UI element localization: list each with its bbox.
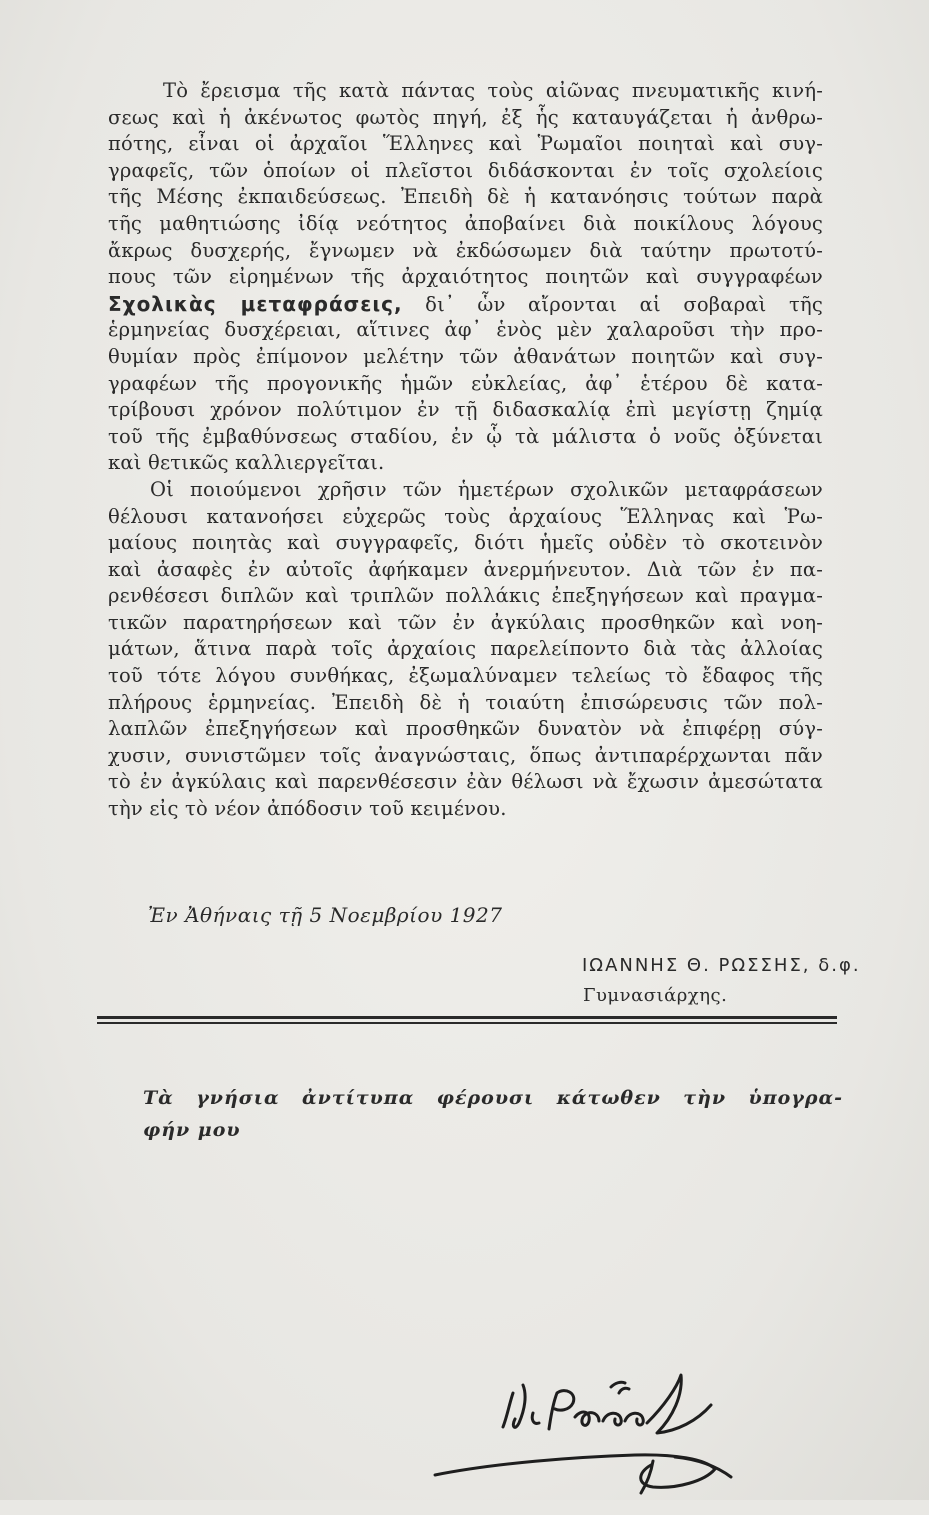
text-line: θυμίαν πρὸς ἐπίμονον μελέτην τῶν ἀθανάτων ποιητῶν καὶ συγ- xyxy=(108,344,823,368)
text-line: τὸ ἐν ἀγκύλαις καὶ παρενθέσεσιν ἐὰν θέλωσι νὰ ἔχωσιν ἀμεσώτατα xyxy=(108,770,823,794)
divider-thick xyxy=(97,1016,837,1019)
note-line: Τὰ γνήσια ἀντίτυπα φέρουσι κάτωθεν τὴν ὑπογρα- xyxy=(143,1087,843,1109)
text-line: τὴν εἰς τὸ νέον ἀπόδοσιν τοῦ κειμένου. xyxy=(108,797,507,821)
preface-body xyxy=(108,78,823,823)
text-line: ρενθέσεσι διπλῶν καὶ τριπλῶν πολλάκις ἐπεξηγήσεων καὶ πραγμα- xyxy=(108,584,823,608)
text-line: τοῦ τῆς ἐμβαθύνσεως σταδίου, ἐν ᾧ τὰ μάλιστα ὁ νοῦς ὀξύνεται xyxy=(108,424,823,448)
text-line-with-bold xyxy=(108,291,823,318)
text-line: Τὸ ἔρεισμα τῆς κατὰ πάντας τοὺς αἰῶνας πνευματικῆς κινή- xyxy=(163,79,823,102)
author-title: Γυμνασιάρχης. xyxy=(583,985,728,1006)
date-line: Ἐν Ἀθήναις τῇ 5 Νοεμβρίου 1927 xyxy=(148,903,503,927)
authenticity-note xyxy=(143,1082,843,1146)
text-line: μαίους ποιητὰς καὶ συγγραφεῖς, διότι ἡμεῖς οὐδὲν τὸ σκοτεινὸν xyxy=(108,531,823,555)
text-line: ἄκρως δυσχερής, ἔγνωμεν νὰ ἐκδώσωμεν διὰ ταύτην πρωτοτύ- xyxy=(108,238,823,262)
text-line: τῆς μαθητιώσης ἰδίᾳ νεότητος ἀποβαίνει διὰ ποικίλους λόγους xyxy=(108,211,823,235)
text-line: γραφεῖς, τῶν ὁποίων οἱ πλεῖστοι διδάσκονται ἐν τοῖς σχολείοις xyxy=(108,158,823,182)
text-line: λαπλῶν ἐπεξηγήσεων καὶ προσθηκῶν δυνατὸν νὰ ἐπιφέρῃ σύγ- xyxy=(108,717,823,741)
text-line: καὶ ἀσαφὲς ἐν αὐτοῖς ἀφήκαμεν ἀνερμήνευτον. Διὰ τῶν ἐν πα- xyxy=(108,557,823,581)
text-line: καὶ θετικῶς καλλιεργεῖται. xyxy=(108,451,385,475)
bold-title-phrase: Σχολικὰς μεταφράσεις, xyxy=(108,291,403,316)
handwritten-signature xyxy=(415,1365,815,1515)
text-line: πους τῶν εἰρημένων τῆς ἀρχαιότητος ποιητῶν καὶ συγγραφέων xyxy=(108,265,823,289)
text-line: τικῶν παρατηρήσεων καὶ τῶν ἐν ἀγκύλαις προσθηκῶν καὶ νοη- xyxy=(108,610,823,634)
text-line: μάτων, ἅτινα παρὰ τοῖς ἀρχαίοις παρελείποντο διὰ τὰς ἀλλοίας xyxy=(108,637,823,661)
divider-thin xyxy=(97,1022,837,1024)
note-line: φήν μου xyxy=(143,1119,241,1141)
text-line: πότης, εἶναι οἱ ἀρχαῖοι Ἕλληνες καὶ Ῥωμαῖοι ποιηταὶ καὶ συγ- xyxy=(108,132,823,156)
text-line: πλήρους ἑρμηνείας. Ἐπειδὴ δὲ ἡ τοιαύτη ἐπισώρευσις τῶν πολ- xyxy=(108,690,823,714)
text-line: Οἱ ποιούμενοι χρῆσιν τῶν ἡμετέρων σχολικῶν μεταφράσεων xyxy=(150,477,823,501)
text-line: τοῦ τότε λόγου συνθήκας, ἐξωμαλύναμεν τελείως τὸ ἔδαφος τῆς xyxy=(108,664,823,688)
author-name: ΙΩΑΝΝΗΣ Θ. ΡΩΣΣΗΣ, δ.φ. xyxy=(582,955,861,976)
text-line: τῆς Μέσης ἐκπαιδεύσεως. Ἐπειδὴ δὲ ἡ κατανόησις τούτων παρὰ xyxy=(108,185,823,209)
text-line: χυσιν, συνιστῶμεν τοῖς ἀναγνώσταις, ὅπως ἀντιπαρέρχωνται πᾶν xyxy=(108,743,823,767)
text-line: τρίβουσι χρόνον πολύτιμον ἐν τῇ διδασκαλίᾳ ἐπὶ μεγίστῃ ζημίᾳ xyxy=(108,398,823,422)
text-line: θέλουσι κατανοήσει εὐχερῶς τοὺς ἀρχαίους Ἕλληνας καὶ Ῥω- xyxy=(108,504,823,528)
text-line: γραφέων τῆς προγονικῆς ἡμῶν εὐκλείας, ἀφ᾿ ἑτέρου δὲ κατα- xyxy=(108,371,823,395)
text-line: ἑρμηνείας δυσχέρειαι, αἵτινες ἀφ᾿ ἑνὸς μὲν χαλαροῦσι τὴν προ- xyxy=(108,318,823,342)
text-line: σεως καὶ ἡ ἀκένωτος φωτὸς πηγή, ἐξ ἧς καταυγάζεται ἡ ἀνθρω- xyxy=(108,105,823,129)
bold-line-rest: δι᾿ ὧν αἴρονται αἱ σοβαραὶ τῆς xyxy=(402,292,824,316)
